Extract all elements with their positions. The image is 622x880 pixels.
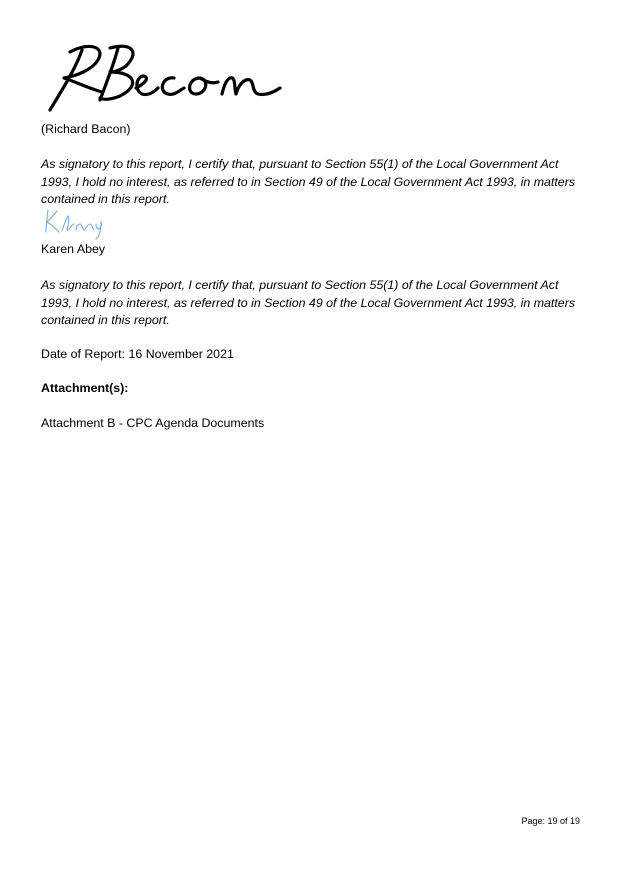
attachment-item: Attachment B - CPC Agenda Documents <box>41 416 265 430</box>
declaration-line: contained in this report. <box>41 313 170 327</box>
signatory-1-name: (Richard Bacon) <box>41 122 131 136</box>
signatory-1-declaration <box>41 156 586 209</box>
report-date: Date of Report: 16 November 2021 <box>41 347 234 361</box>
declaration-line: 1993, I hold no interest, as referred to in Section 49 of the Local Government Act 1993, in matters <box>41 295 576 310</box>
signatory-2-name: Karen Abey <box>41 242 106 256</box>
declaration-line: As signatory to this report, I certify that, pursuant to Section 55(1) of the Local Government Act <box>41 157 559 171</box>
declaration-line: 1993, I hold no interest, as referred to in Section 49 of the Local Government Act 1993, in matters <box>41 174 576 189</box>
signature-karen-abey <box>42 206 106 242</box>
declaration-line: As signatory to this report, I certify that, pursuant to Section 55(1) of the Local Government Act <box>41 278 559 292</box>
attachments-heading: Attachment(s): <box>41 381 129 395</box>
signatory-2-declaration <box>41 277 586 330</box>
declaration-line: contained in this report. <box>41 192 170 206</box>
page-number: Page: 19 of 19 <box>521 816 580 826</box>
signature-richard-bacon <box>40 38 290 118</box>
